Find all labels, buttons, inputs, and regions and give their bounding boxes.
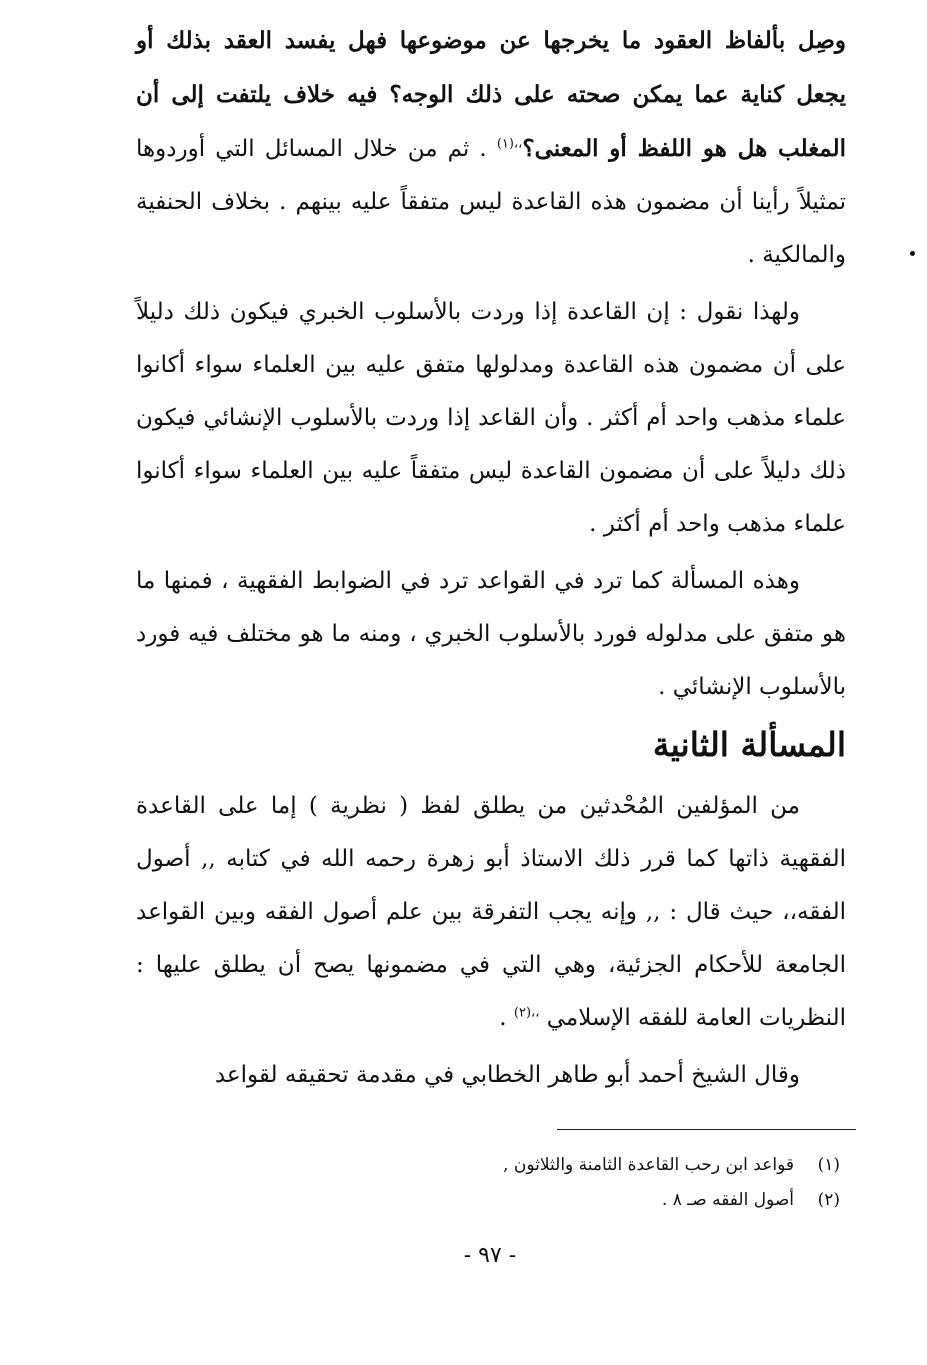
paragraph-4-rest: . (499, 1005, 514, 1031)
footnote-ref-1: ،،(١) (496, 136, 523, 152)
footnote-2-number: (٢) (817, 1190, 840, 1210)
paragraph-2: ولهذا نقول : إن القاعدة إذا وردت بالأسلوب الخبري فيكون ذلك دليلاً على أن مضمون هذه القاعدة ومدلولها متفق عليه بين العلماء سواء أكانوا علماء مذهب واحد أم أكثر . وأن القاعد إذا وردت بالأسلوب الإنشائي فيكون ذلك دليلاً على أن مضمون القاعدة ليس متفقاً عليه بين العلماء سواء أكانوا علماء مذهب واحد أم أكثر . (136, 299, 846, 537)
main-text (136, 14, 846, 1102)
footnote-1-text: قواعد ابن رحب القاعدة الثامنة والثلاثون , (503, 1155, 794, 1175)
paragraph-1-bold-quote: وصِل بألفاظ العقود ما يخرجها عن موضوعها فهل يفسد العقد بذلك أو يجعل كناية عما يمكن صحته على ذلك الوجه؟ فيه خلاف يلتفت إلى أن المغلب هل هو اللفظ أو المعنى؟ (136, 27, 846, 162)
paragraph-3: وهذه المسألة كما ترد في القواعد ترد في الضوابط الفقهية ، فمنها ما هو متفق على مدلوله فورد بالأسلوب الخبري ، ومنه ما هو مختلف فيه فورد بالأسلوب الإنشائي . (136, 568, 846, 700)
paragraph-1-rest: . ثم من خلال المسائل التي أوردوها تمثيلاً رأينا أن مضمون هذه القاعدة ليس متفقاً عليه بينهم . بخلاف الحنفية والمالكية . (136, 136, 846, 268)
footnote-1-number: (١) (817, 1155, 840, 1175)
footnotes (400, 1148, 840, 1218)
margin-dot (910, 251, 915, 256)
section-heading: المسألة الثانية (652, 725, 846, 764)
page-number: - ٩٧ - (463, 1243, 517, 1268)
footnote-ref-2: ،،(٢) (513, 1005, 540, 1021)
paragraph-5: وقال الشيخ أحمد أبو طاهر الخطابي في مقدمة تحقيقه لقواعد (214, 1062, 800, 1088)
footnote-2-text: أصول الفقه صـ ٨ . (661, 1190, 794, 1210)
footnote-2 (400, 1183, 840, 1218)
paragraph-4-text: من المؤلفين المُحْدثين من يطلق لفظ ( نظرية ) إما على القاعدة الفقهية ذاتها كما قرر ذلك الاستاذ أبو زهرة رحمه الله في كتابه ,, أصول الفقه،، حيث قال : ,, وإنه يجب التفرقة بين علم أصول الفقه وبين القواعد الجامعة للأحكام الجزئية، وهي التي في مضمونها يصح أن يطلق عليها : النظريات العامة للفقه الإسلامي (136, 793, 846, 1031)
paragraph-4 (136, 780, 846, 1045)
paragraph-1 (136, 14, 846, 282)
footnote-1 (400, 1148, 840, 1183)
footnote-divider (557, 1129, 856, 1130)
